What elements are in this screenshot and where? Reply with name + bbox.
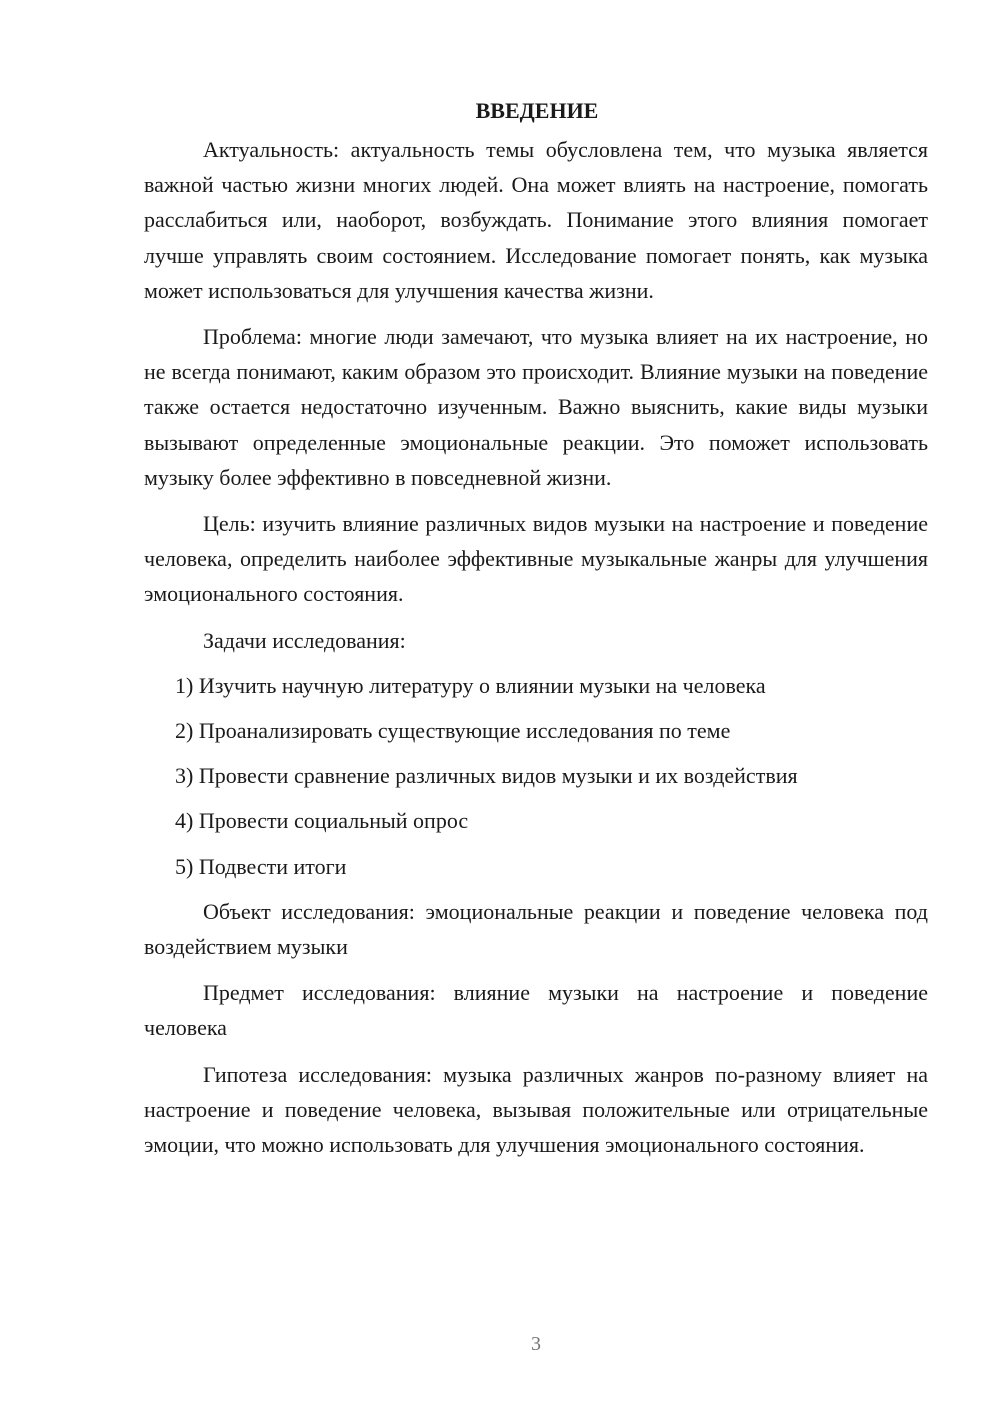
- hypothesis-paragraph: Гипотеза исследования: музыка различных жанров по-разному влияет на настроение и поведение человека, вызывая положительные или отрицательные эмоции, что можно использовать для улучшения эмоционального состояния.: [144, 1061, 928, 1158]
- list-item: 3) Провести сравнение различных видов музыки и их воздействия: [175, 763, 798, 789]
- subject-paragraph: Предмет исследования: влияние музыки на настроение и поведение человека: [144, 980, 928, 1041]
- problem-paragraph: Проблема: многие люди замечают, что музыка влияет на их настроение, но не всегда понимают, каким образом это происходит. Влияние музыки на поведение также остается недостаточно изученным. Важно выяснить, какие виды музыки вызывают определенные эмоциональные реакции. Это поможет использовать музыку более эффективно в повседневной жизни.: [144, 324, 928, 490]
- list-item: 1) Изучить научную литературу о влиянии музыки на человека: [175, 672, 766, 698]
- task-list: [144, 668, 928, 884]
- relevance-paragraph: Актуальность: актуальность темы обусловлена тем, что музыка является важной частью жизни многих людей. Она может влиять на настроение, помогать расслабиться или, наоборот, возбуждать. Понимание этого влияния помогает лучше управлять своим состоянием. Исследование помогает понять, как музыка может использоваться для улучшения качества жизни.: [144, 137, 928, 303]
- page-title: ВВЕДЕНИЕ: [475, 98, 599, 123]
- page-number: 3: [531, 1333, 541, 1355]
- list-item: 5) Подвести итоги: [175, 853, 347, 879]
- list-item: 2) Проанализировать существующие исследования по теме: [175, 718, 731, 744]
- list-item: 4) Провести социальный опрос: [175, 808, 469, 834]
- goal-paragraph: Цель: изучить влияние различных видов музыки на настроение и поведение человека, определить наиболее эффективные музыкальные жанры для улучшения эмоционального состояния.: [144, 511, 928, 607]
- document-page: [144, 96, 928, 1173]
- tasks-heading: Задачи исследования:: [203, 627, 406, 653]
- object-paragraph: Объект исследования: эмоциональные реакции и поведение человека под воздействием музыки: [144, 898, 928, 960]
